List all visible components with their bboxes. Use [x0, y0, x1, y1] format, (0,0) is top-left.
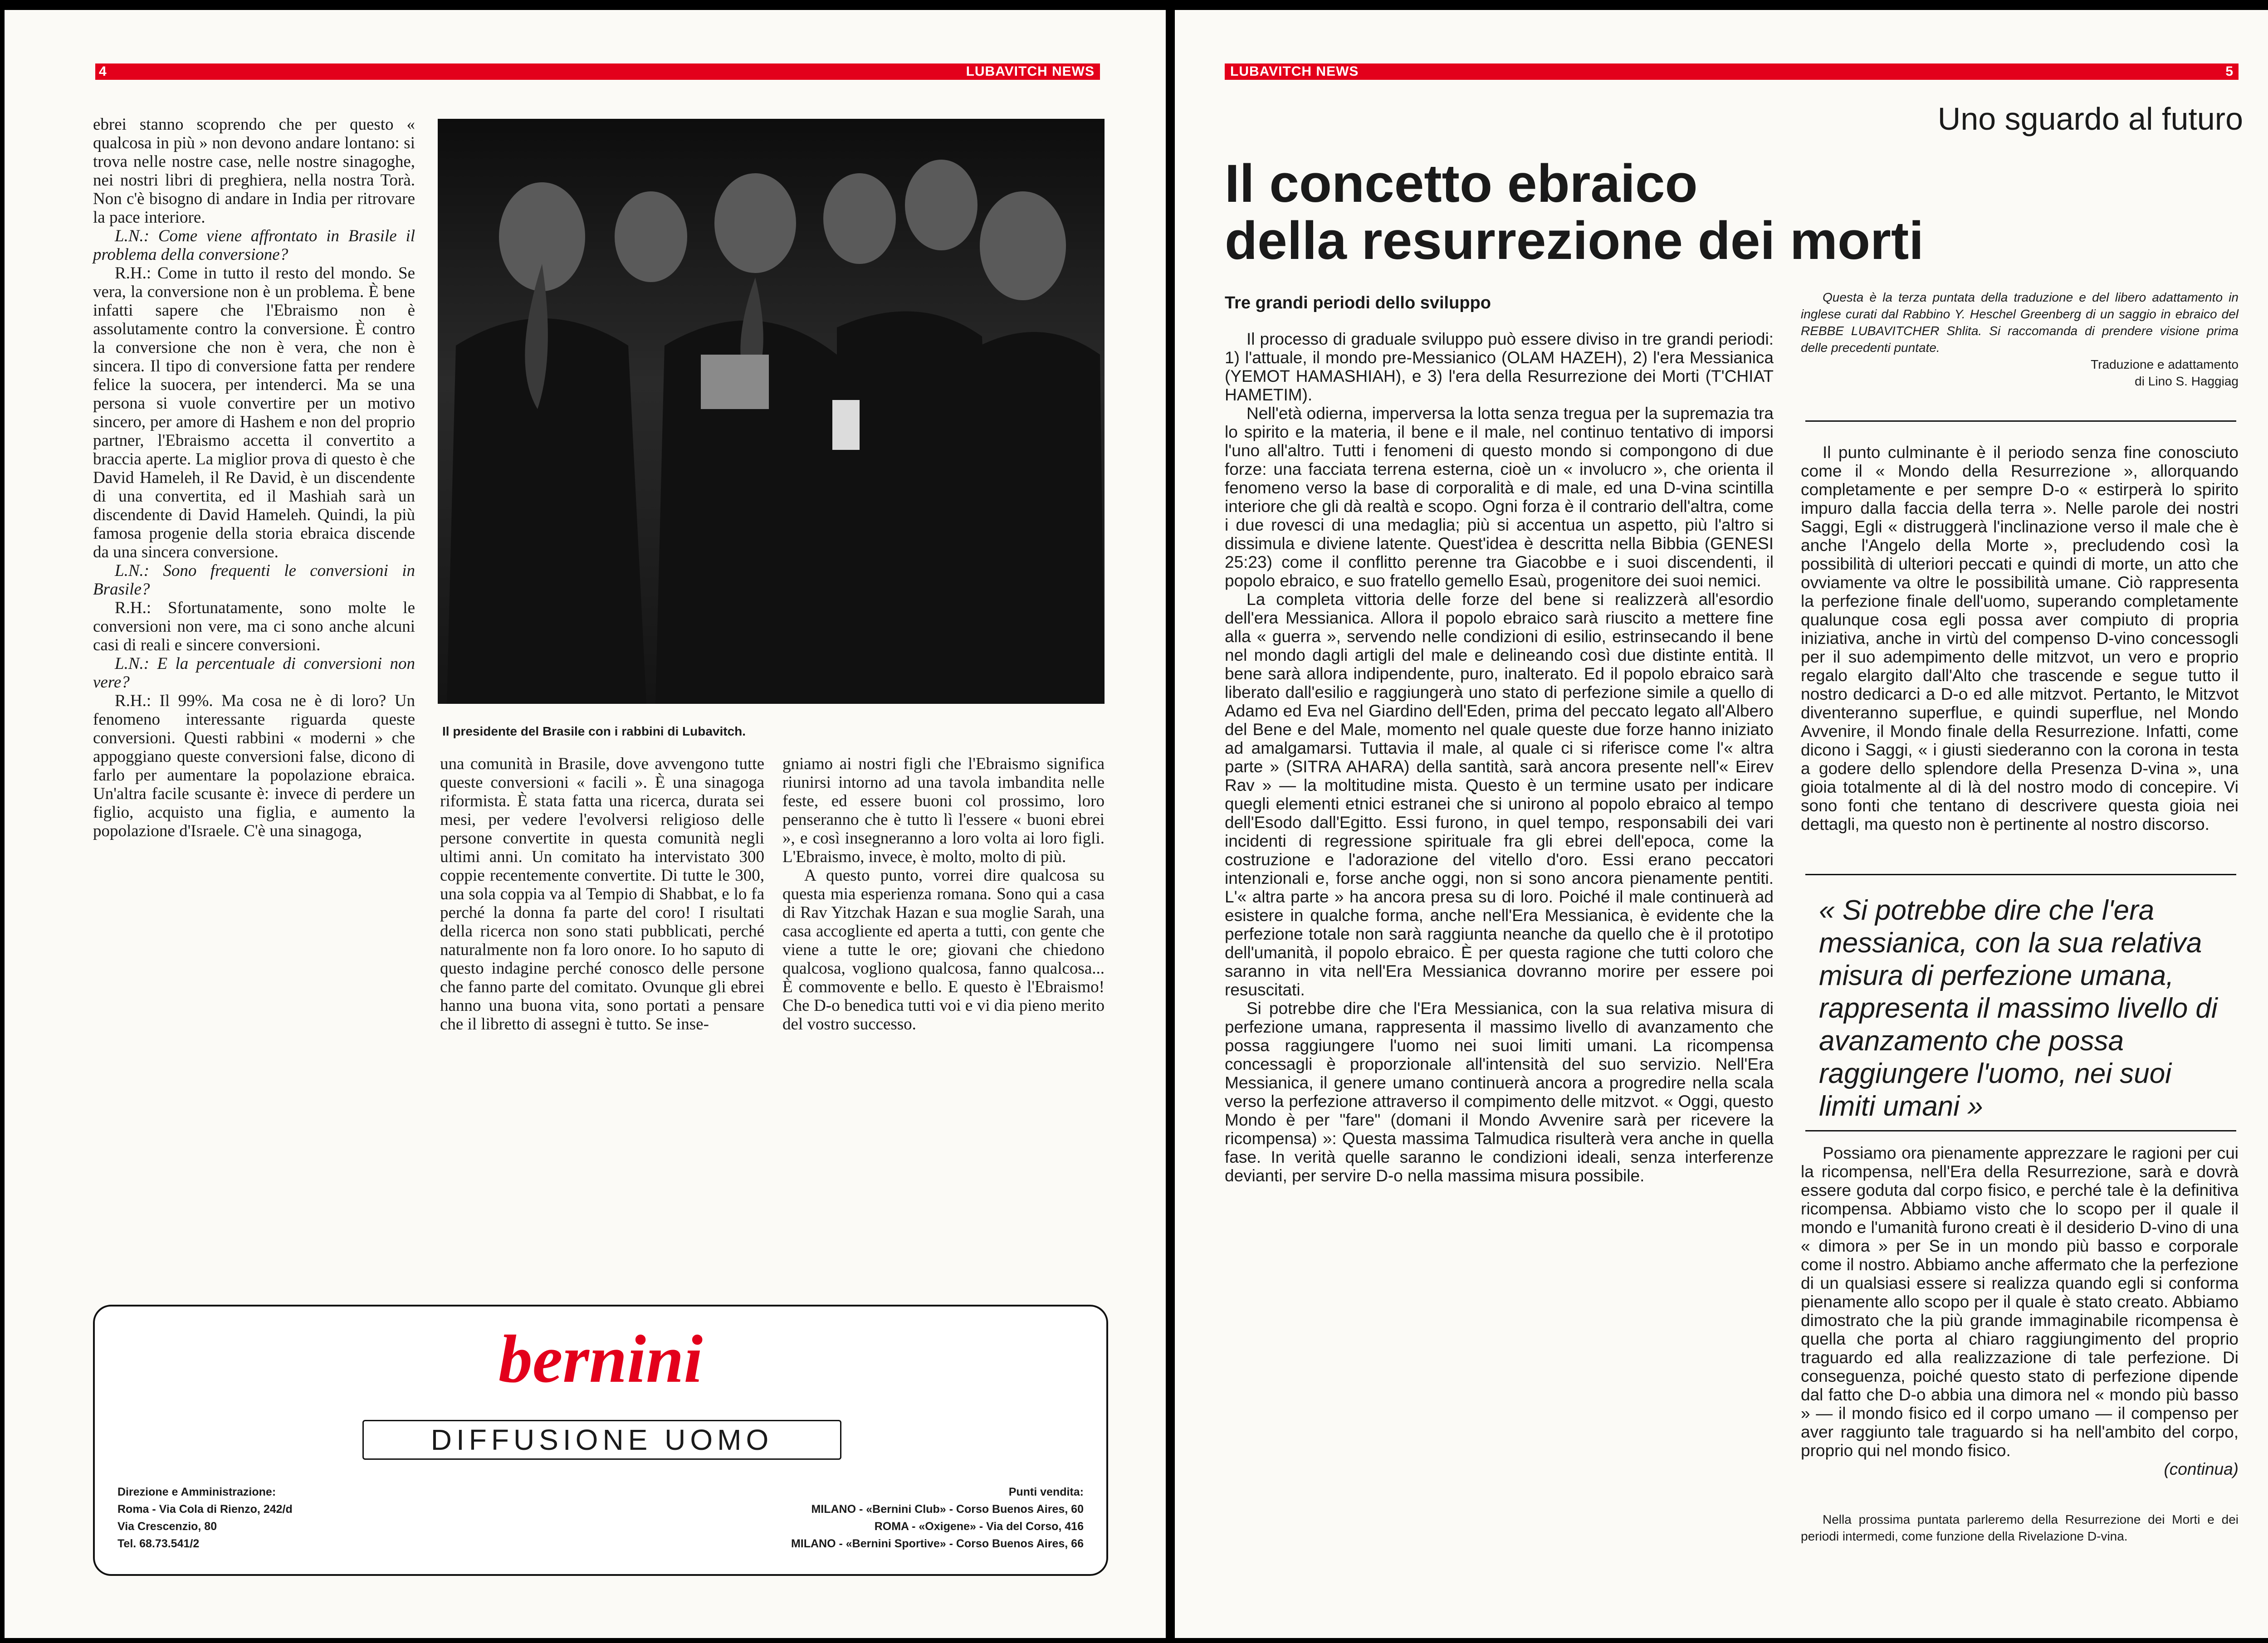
interview-answer: R.H.: Come in tutto il resto del mondo. Se vera, la conversione non è un problema. È bene infatti sapere che l'Ebraismo non è assolutamente contro la conversione. È contro la conversione che non è vera, che non è sincera. Il tipo di conversione fatta per rendere felice la suocera, per intenderci. Ma se una persona si vuole convertire per un motivo sincero, per amore di Hashem e non del proprio partner, l'Ebraismo accetta il convertito a braccia aperte. La miglior prova di questo è che David Hameleh, il Re David, è un discendente di una convertita, ed il Mashiah sarà un discendente di David Hameleh. Quindi, la più famosa progenie della storia ebraica discende da una sincera conversione.	[93, 264, 415, 561]
article-paragraph: Nell'età odierna, imperversa la lotta senza tregua per la supremazia tra lo spirito e la materia, il bene e il male, nel continuo tentativo di imporsi l'uno all'altro. Tutti i fenomeni di questo mondo si compongono di due forze: una facciata terrena esterna, cioè un « involucro », che orienta il fenomeno verso la base di corporalità e di male, ed una D-vina scintilla interiore che gli dà realtà e scopo. Ogni forza è il contrario dell'altra, come i due rovesci di una medaglia; più si accentua un aspetto, più l'altro si dissimula e diviene latente. Quest'idea è descritta nella Bibbia (GENESI 25:23) come il conflitto perenne tra Giacobbe e i suoi discendenti, il popolo ebraico, e suo fratello gemello Esaù, progenitore dei suoi nemici.	[1225, 404, 1774, 590]
right-header-bar	[1225, 63, 2239, 80]
ad-address-line: Roma - Via Cola di Rienzo, 242/d	[117, 1503, 293, 1516]
ad-address-line: Tel. 68.73.541/2	[117, 1537, 200, 1550]
right-column-2-top	[1801, 443, 2239, 834]
left-column-2	[440, 755, 764, 1163]
article-intro: Questa è la terza puntata della traduzione e del libero adattamento in inglese curati dal Rabbino Y. Heschel Greenberg di un saggio in ebraico del REBBE LUBAVITCHER Shlita. Si raccomanda di prendere visione prima delle precedenti puntate.	[1801, 290, 2239, 355]
interview-answer: R.H.: Sfortunatamente, sono molte le conversioni non vere, ma ci sono anche alcuni casi di reali e sincere conversioni.	[93, 599, 415, 654]
article-title-line-1: Il concetto ebraico	[1225, 154, 1698, 214]
ad-store-line: Punti vendita:	[1008, 1486, 1084, 1498]
right-page	[1175, 10, 2268, 1638]
ad-address-line: Direzione e Amministrazione:	[117, 1486, 276, 1498]
footnote: Nella prossima puntata parleremo della Resurrezione dei Morti e dei periodi intermedi, come funzione della Rivelazione D-vina.	[1801, 1512, 2239, 1543]
ad-stores-block	[791, 1483, 1084, 1552]
intro-divider	[1805, 420, 2236, 422]
ad-store-line: MILANO - «Bernini Club» - Corso Buenos Aires, 60	[811, 1503, 1084, 1516]
left-column-3-para-2: A questo punto, vorrei dire qualcosa su questa mia esperienza romana. Sono qui a casa di Rav Yitzchak Hazan e sua moglie Sarah, una casa accogliente ed aperta a tutti, con gente che viene a tutte le ore; giovani che chiedono qualcosa, vogliono qualcosa, fanno qualcosa... È commovente e bello. E questo è l'Ebraismo! Che D-o benedica tutti voi e vi dia pieno merito del vostro successo.	[782, 866, 1105, 1034]
translation-credit-2: di Lino S. Haggiag	[2135, 374, 2239, 388]
article-intro-block	[1801, 289, 2239, 390]
left-column-2-text: una comunità in Brasile, dove avvengono tutte queste conversioni « facili ». È una sinagoga riformista. È stata fatta una ricerca, durata sei mesi, per vedere l'evolversi religioso delle persone convertite in questa comunità negli ultimi anni. Un comitato ha intervistato 300 coppie recentemente convertite. Di tutte le 300, una sola coppia va al Tempio di Shabbat, e lo fa perché la donna fa parte del coro! I risultati della ricerca non sono stati pubblicati, perché naturalmente non fa loro onore. Io ho saputo di questo indagine perché conosco delle persone che fanno parte del comitato. Ovunque gli ebrei hanno una buona vita, sono portati a pensare che il libretto di assegni è tutto. Se inse-	[440, 755, 764, 1034]
interview-question: L.N.: Sono frequenti le conversioni in Brasile?	[93, 561, 415, 599]
ad-brand: bernini	[498, 1321, 703, 1397]
continua-note: (continua)	[2164, 1460, 2239, 1478]
right-header-title: LUBAVITCH NEWS	[1230, 64, 1359, 79]
left-page	[5, 10, 1166, 1638]
interview-question: L.N.: Come viene affrontato in Brasile il problema della conversione?	[93, 227, 415, 264]
right-column-2-para-1: Il punto culminante è il periodo senza fine conosciuto come il « Mondo della Resurrezione », allorquando completamente e per sempre D-o « estirperà lo spirito impuro dalla faccia della terra ». Nelle parole dei nostri Saggi, Egli « distruggerà l'inclinazione verso il male che è anche l'Angelo della Morte », precludendo così la possibilità di ulteriori peccati e quindi di morte, un atto che ovviamente va oltre le possibilità umane. Ciò rappresenta la perfezione finale dell'uomo, superando completamente qualunque cosa egli possa aver compiuto di propria iniziativa, anche in virtù del compenso D-vino concessogli per il suo adempimento delle mitzvot, un vero e proprio regalo elargito dall'Alto che trascende e segue tutto il nostro dedicarci a D-o ed alle mitzvot. Pertanto, le Mitzvot diventeranno superflue, e quindi superflue, nel Mondo Avvenire, il Mondo finale della Resurrezione. Infatti, come dicono i Saggi, « i giusti siederanno con la corona in testa a godere dello splendore della Presenza D-vina », una gioia totalmente al di là del nostro modo di concepire. Vi sono fonti che tentano di descrivere questa gioia nei dettagli, ma questo non è pertinente al nostro discorso.	[1801, 443, 2239, 834]
ad-tagline: DIFFUSIONE UOMO	[362, 1420, 841, 1460]
next-episode-note	[1801, 1511, 2239, 1545]
article-paragraph: Il processo di graduale sviluppo può essere diviso in tre grandi periodi: 1) l'attuale, il mondo pre-Messianico (OLAM HAZEH), 2) l'era Messianica (YEMOT HAMASHIAH), e 3) l'era della Resurrezione dei Morti (T'CHIAT HAMETIM).	[1225, 330, 1774, 404]
right-page-number: 5	[2225, 64, 2233, 79]
article-title	[1225, 155, 1924, 269]
ad-address-block	[117, 1483, 293, 1552]
interview-answer: ebrei stanno scoprendo che per questo « qualcosa in più » non devono andare lontano: si trova nelle nostre case, nelle nostre sinagoghe, nei nostri libri di preghiera, nella nostra Torà. Non c'è bisogno di andare in India per ritrovare la pace interiore.	[93, 115, 415, 227]
article-subhead: Tre grandi periodi dello sviluppo	[1225, 293, 1491, 312]
bernini-advertisement	[93, 1305, 1108, 1576]
interview-answer: R.H.: Il 99%. Ma cosa ne è di loro? Un fenomeno interessante riguarda queste conversioni. Questi rabbini « moderni » che appoggiano queste conversioni false, dicono di farlo per aumentare la popolazione ebraica. Un'altra facile scusante è: invece di perdere un figlio, acquisto una figlia, e aumento la popolazione d'Israele. C'è una sinagoga,	[93, 692, 415, 840]
left-column-3	[782, 755, 1105, 1163]
left-header-title: LUBAVITCH NEWS	[966, 64, 1095, 79]
right-column-1	[1225, 330, 1774, 1581]
article-kicker: Uno sguardo al futuro	[1937, 101, 2243, 137]
article-paragraph: Si potrebbe dire che l'Era Messianica, con la sua relativa misura di perfezione umana, rappresenta il massimo livello di avanzamento che possa raggiungere l'uomo nei suoi limiti umani. La ricompensa concessagli è proporzionale all'intensità del suo servizio. Nell'Era Messianica, il genere umano continuerà ancora a progredire nella scala verso la perfezione attraverso il compimento delle mitzvot. « Oggi, questo Mondo è per "fare" (domani il Mondo Avvenire sarà per ricevere la ricompensa) »: Questa massima Talmudica risulterà vera anche in quella fase. In verità quelle saranno le condizioni ideali, senza interferenze devianti, per servire D-o nella massima misura possibile.	[1225, 999, 1774, 1185]
right-column-2-para-2: Possiamo ora pienamente apprezzare le ragioni per cui la ricompensa, nell'Era della Resurrezione, sarà e dovrà essere goduta dal corpo fisico, e perché tale è la definitiva ricompensa. Abbiamo visto che lo scopo per il quale il mondo e l'umanità furono creati è il desiderio D-vino di una « dimora » per Se in un mondo più basso e corporale come il nostro. Abbiamo anche affermato che la perfezione di un qualsiasi essere si realizza quando egli si conforma pienamente allo scopo per il quale è stato creato. Abbiamo dimostrato che la più grande immaginabile ricompensa è quella che porta al chiaro raggiungimento del proprio traguardo ed alla realizzazione di tale perfezione. Di conseguenza, poiché questo stato di perfezione dipende dal fatto che D-o abbia una dimora nel « mondo più basso » — il mondo fisico ed il corpo umano — il compenso per aver raggiunto tale traguardo si ha nell'ambito del corpo, proprio qui nel mondo fisico.	[1801, 1144, 2239, 1460]
article-paragraph: La completa vittoria delle forze del bene si realizzerà all'esordio dell'era Messianica. Allora il popolo ebraico sarà riuscito a mettere fine alla « guerra », servendo nelle condizioni di esilio, estrinsecando il bene nel mondo dagli artigli del male e delineando così due distinte entità. Il bene sarà allora indipendente, puro, inalterato. Ed il popolo ebraico sarà liberato dall'esilio e raggiungerà uno stato di perfezione simile a quello di Adamo ed Eva nel Giardino dell'Eden, prima del peccato legato all'Albero del Bene e del Male, momento nel quale queste due forze hanno iniziato ad amalgamarsi. Tuttavia il male, al quale ci si riferisce come l'« altra parte » (SITRA AHARA) della santità, sarà ancora presente nell'« Eirev Rav » — la moltitudine mista. Questo è un termine usato per indicare quegli elementi etnici estranei che si unirono al popolo ebraico al tempo dell'Esodo dall'Egitto. Essi furono, in quel tempo, responsabili dei vari incidenti di regressione spirituale fra gli ebrei dell'epoca, come la costruzione e l'adorazione del vitello d'oro. Essi erano peccatori intenzionali e, forse anche oggi, non si sono ancora pienamente pentiti. L'« altra parte » ha ancora presa su di loro. Poiché il male continuerà ad esistere in qualche forma, anche nell'Era Messianica, è evidente che la perfezione totale non sarà raggiunta neanche da quello che è il prototipo dell'umanità, il popolo ebraico. È per questa ragione che tutti coloro che saranno in vita nell'Era Messianica dovranno morire per essere poi resuscitati.	[1225, 590, 1774, 999]
left-column-3-para-1: gniamo ai nostri figli che l'Ebraismo significa riunirsi intorno ad una tavola imbandita nelle feste, ed essere buoni col prossimo, loro penseranno che è tutto lì l'essere « buoni ebrei », e così insegneranno a loro volta ai loro figli. L'Ebraismo, invece, è molto, molto di più.	[782, 755, 1105, 866]
left-header-bar	[95, 63, 1100, 80]
ad-store-line: ROMA - «Oxigene» - Via del Corso, 416	[874, 1520, 1084, 1533]
ad-address-line: Via Crescenzio, 80	[117, 1520, 217, 1533]
pullquote-bottom-rule	[1805, 1130, 2236, 1131]
pullquote-top-rule	[1805, 874, 2236, 875]
translation-credit-1: Traduzione e adattamento	[2091, 357, 2239, 371]
interview-question: L.N.: E la percentuale di conversioni non vere?	[93, 654, 415, 692]
ad-store-line: MILANO - «Bernini Sportive» - Corso Buenos Aires, 66	[791, 1537, 1084, 1550]
left-page-number: 4	[99, 64, 107, 79]
photo-president-rabbis	[438, 119, 1105, 704]
article-title-line-2: della resurrezione dei morti	[1225, 211, 1924, 271]
left-column-1	[93, 115, 415, 1163]
photo-caption: Il presidente del Brasile con i rabbini di Lubavitch.	[442, 724, 746, 738]
right-column-2-bottom	[1801, 1144, 2239, 1478]
pull-quote: « Si potrebbe dire che l'era messianica, con la sua relativa misura di perfezione umana, rappresenta il massimo livello di avanzamento che possa raggiungere l'uomo, nei suoi limiti umani »	[1819, 895, 2218, 1122]
